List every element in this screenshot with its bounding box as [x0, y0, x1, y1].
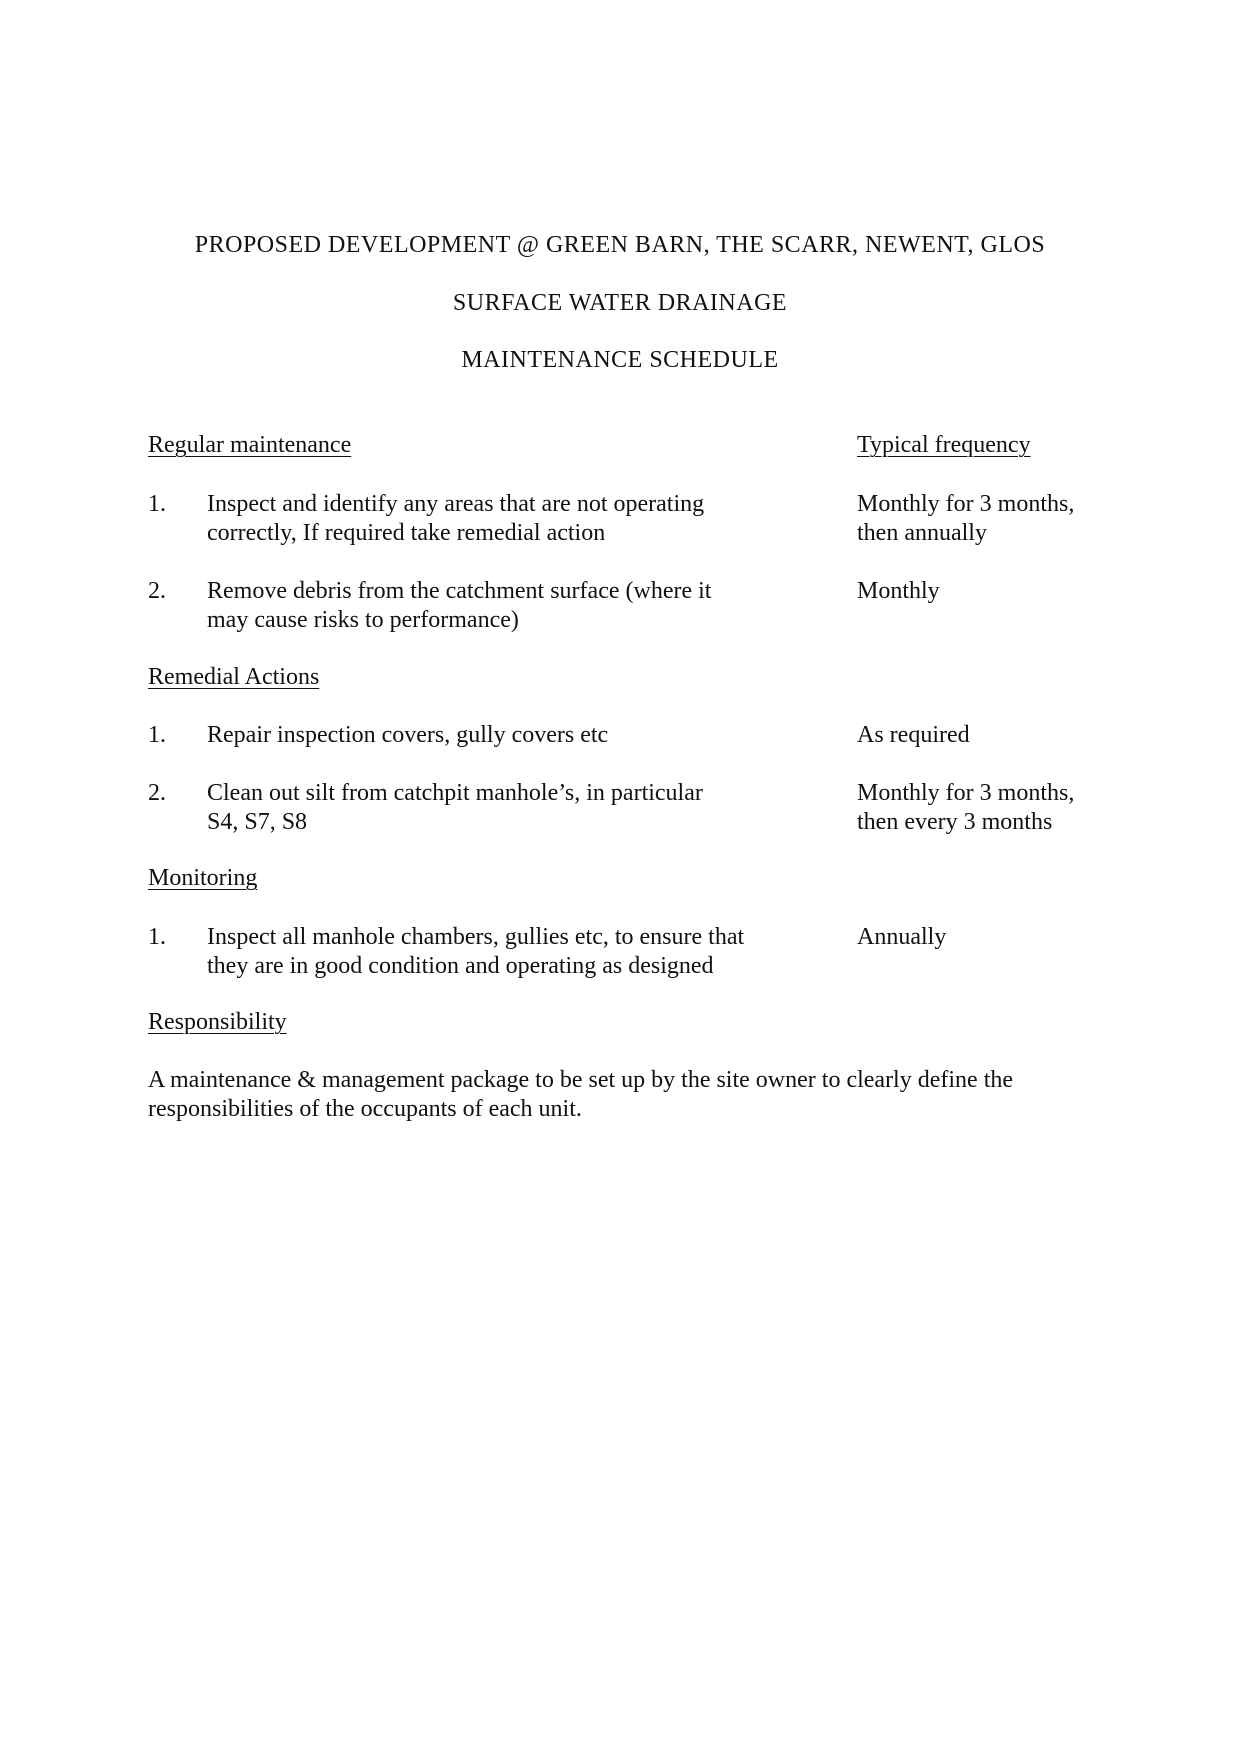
item-frequency: Annually	[857, 924, 947, 950]
document-title-line-2: SURFACE WATER DRAINAGE	[452, 290, 788, 316]
item-description: Inspect and identify any areas that are not operating correctly, If required take remedial action	[207, 491, 705, 546]
frequency-column-heading: Typical frequency	[857, 432, 1031, 458]
section-heading-monitoring: Monitoring	[148, 865, 258, 891]
item-frequency: Monthly for 3 months, then annually	[857, 491, 1075, 546]
section-heading-responsibility: Responsibility	[148, 1009, 287, 1035]
item-frequency: Monthly	[857, 578, 940, 604]
item-frequency: Monthly for 3 months, then every 3 months	[857, 780, 1075, 835]
item-number: 1.	[148, 722, 166, 748]
item-number: 2.	[148, 578, 166, 604]
document-title-line-3: MAINTENANCE SCHEDULE	[461, 347, 779, 373]
item-frequency: As required	[857, 722, 970, 748]
section-heading-regular-maintenance: Regular maintenance	[148, 432, 352, 458]
section-heading-remedial-actions: Remedial Actions	[148, 664, 320, 690]
item-description: Remove debris from the catchment surface (where it may cause risks to performance)	[207, 578, 712, 633]
item-number: 2.	[148, 780, 166, 806]
item-number: 1.	[148, 491, 166, 517]
item-description: Clean out silt from catchpit manhole’s, in particular S4, S7, S8	[207, 780, 703, 835]
responsibility-paragraph: A maintenance & management package to be set up by the site owner to clearly define the responsibilities of the occupants of each unit.	[148, 1067, 1014, 1122]
item-number: 1.	[148, 924, 166, 950]
document-title-line-1: PROPOSED DEVELOPMENT @ GREEN BARN, THE SCARR, NEWENT, GLOS	[194, 232, 1046, 258]
item-description: Repair inspection covers, gully covers etc	[207, 722, 609, 748]
item-description: Inspect all manhole chambers, gullies etc, to ensure that they are in good condition and operating as designed	[207, 924, 745, 979]
